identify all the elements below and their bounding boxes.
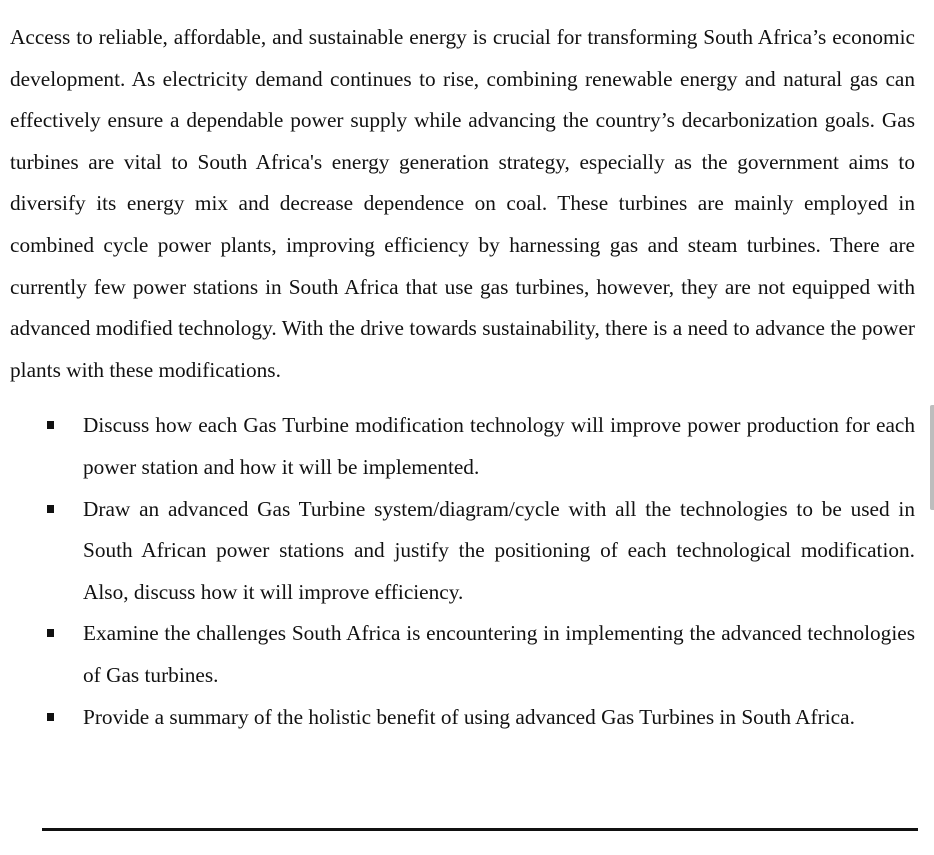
task-list bbox=[10, 405, 915, 738]
task-text: Provide a summary of the holistic benefit of using advanced Gas Turbines in South Africa. bbox=[83, 704, 855, 729]
scroll-handle[interactable] bbox=[930, 405, 934, 510]
list-item bbox=[10, 405, 915, 488]
task-text: Discuss how each Gas Turbine modification technology will improve power production for each power station and how it will be implemented. bbox=[83, 413, 915, 479]
square-bullet-icon bbox=[47, 505, 54, 513]
list-item bbox=[10, 613, 915, 696]
document-body bbox=[10, 17, 915, 738]
bottom-divider bbox=[42, 828, 918, 831]
square-bullet-icon bbox=[47, 629, 54, 637]
list-item bbox=[10, 489, 915, 614]
square-bullet-icon bbox=[47, 421, 54, 429]
square-bullet-icon bbox=[47, 713, 54, 721]
task-text: Draw an advanced Gas Turbine system/diagram/cycle with all the technologies to be used in South African power stations and justify the positioning of each technological modification. Also, discuss how it will improve efficiency. bbox=[83, 496, 915, 604]
intro-paragraph: Access to reliable, affordable, and sustainable energy is crucial for transforming South Africa’s economic development. As electricity demand continues to rise, combining renewable energy and natural gas can effectively ensure a dependable power supply while advancing the country’s decarbonization goals. Gas turbines are vital to South Africa's energy generation strategy, especially as the government aims to diversify its energy mix and decrease dependence on coal. These turbines are mainly employed in combined cycle power plants, improving efficiency by harnessing gas and steam turbines. There are currently few power stations in South Africa that use gas turbines, however, they are not equipped with advanced modified technology. With the drive towards sustainability, there is a need to advance the power plants with these modifications. bbox=[10, 25, 915, 382]
task-text: Examine the challenges South Africa is encountering in implementing the advanced technologies of Gas turbines. bbox=[83, 621, 915, 687]
list-item bbox=[10, 697, 915, 739]
